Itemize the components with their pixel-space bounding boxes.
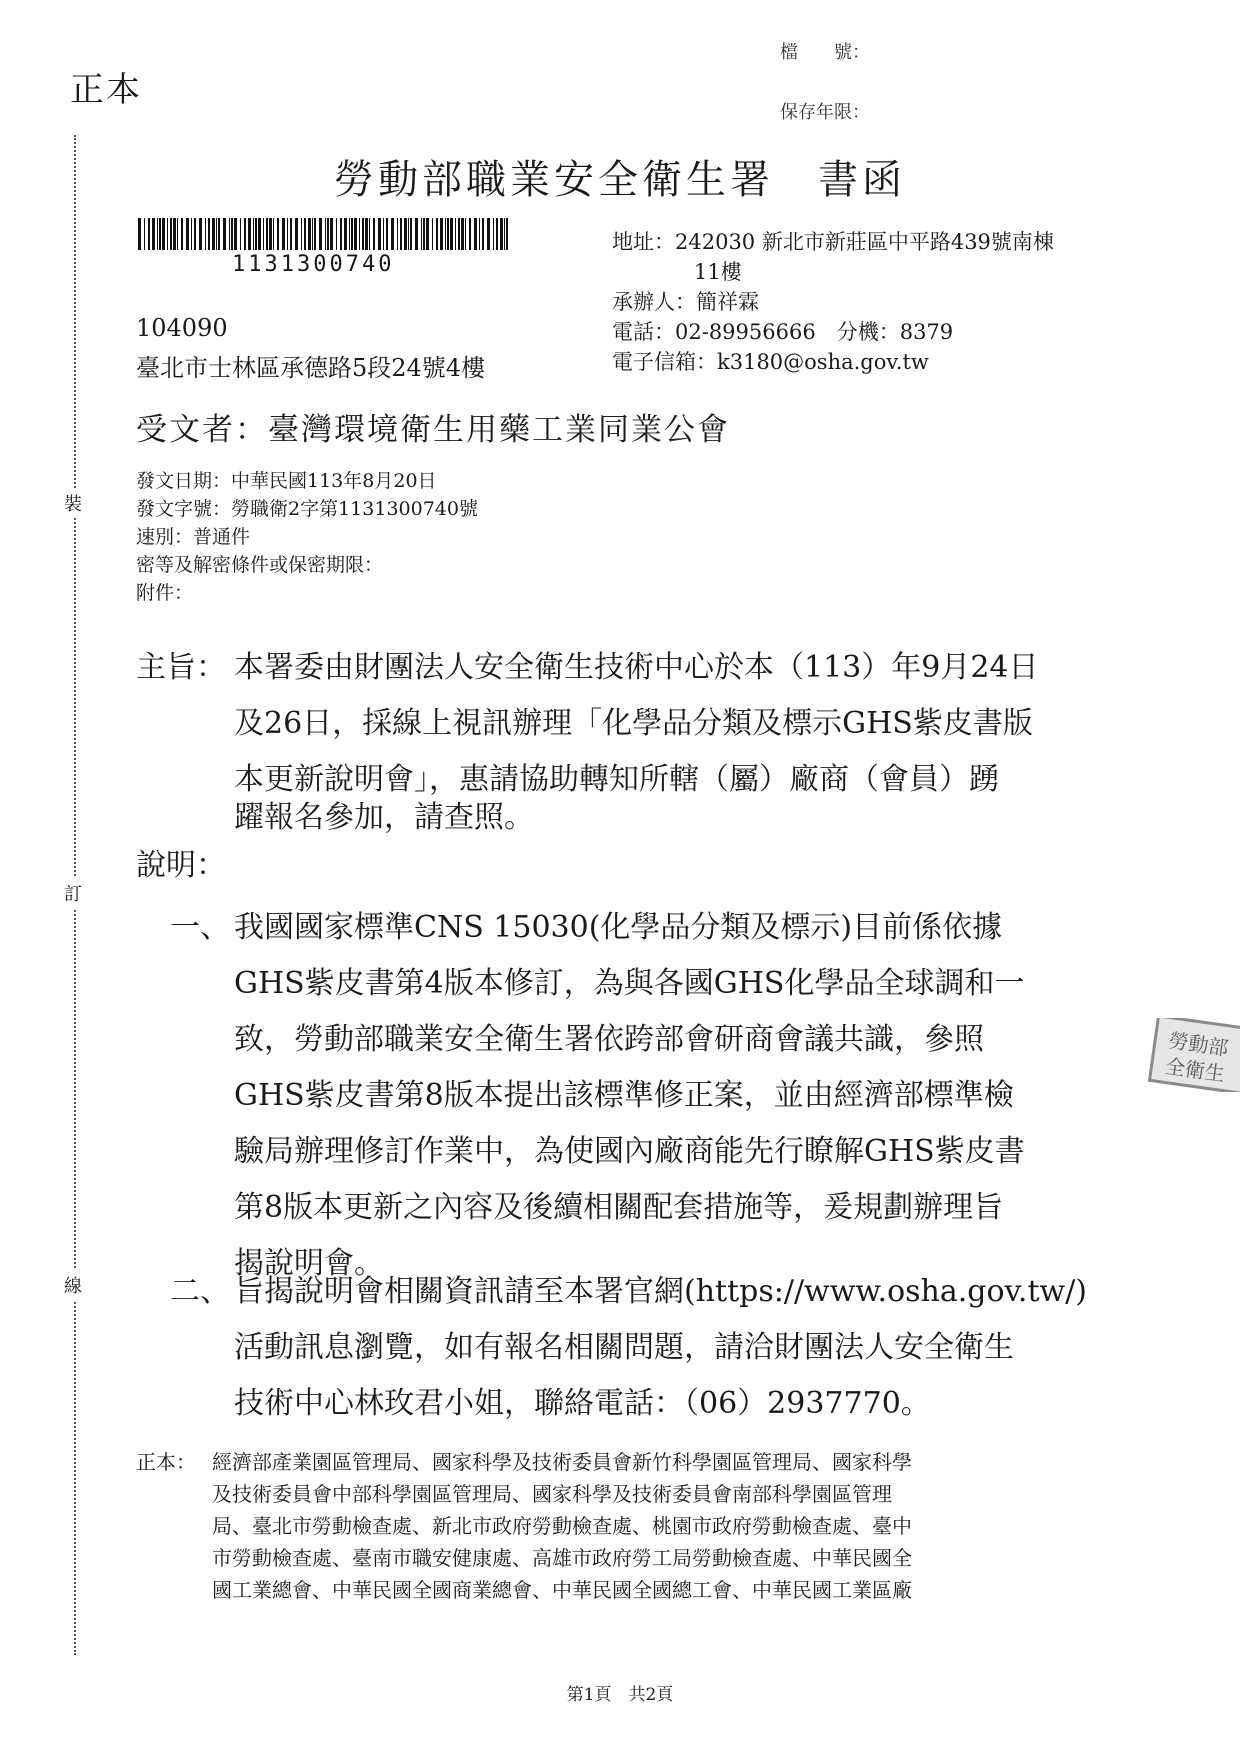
explanation-line: 揭說明會。 — [234, 1246, 384, 1281]
official-seal-stamp: 勞動部 全衛生 — [1144, 1018, 1240, 1092]
explanation-line: GHS紫皮書第8版本提出該標準修正案，並由經濟部標準檢 — [234, 1078, 1014, 1113]
barcode-number: 1131300740 — [232, 252, 395, 277]
recipient: 受文者：臺灣環境衛生用藥工業同業公會 — [136, 412, 730, 448]
cc-line: 及技術委員會中部科學園區管理局、國家科學及技術委員會南部科學園區管理 — [212, 1482, 892, 1506]
explanation-label: 說明： — [136, 848, 226, 883]
attachment-label: 附件： — [136, 582, 194, 604]
sender-email: 電子信箱：k3180@osha.gov.tw — [612, 350, 929, 374]
cc-line: 經濟部產業園區管理局、國家科學及技術委員會新竹科學園區管理局、國家科學 — [212, 1450, 912, 1474]
explanation-line: 驗局辦理修訂作業中，為使國內廠商能先行瞭解GHS紫皮書 — [234, 1134, 1025, 1169]
binding-mark: 裝 — [64, 488, 82, 518]
explanation-line: 技術中心林玫君小姐，聯絡電話：（06）2937770。 — [234, 1386, 931, 1421]
subject-line: 本更新說明會」，惠請協助轉知所轄（屬）廠商（會員）踴 — [234, 762, 999, 797]
explanation-line: 旨揭說明會相關資訊請至本署官網(https://www.osha.gov.tw/) — [234, 1274, 1088, 1309]
sender-contact: 承辦人：簡祥霖 — [612, 290, 759, 314]
cc-line: 局、臺北市勞動檢查處、新北市政府勞動檢查處、桃園市政府勞動檢查處、臺中 — [212, 1514, 912, 1538]
cc-label: 正本： — [136, 1450, 196, 1474]
item-number: 二、 — [170, 1274, 230, 1309]
secrecy-level: 密等及解密條件或保密期限： — [136, 554, 384, 576]
subject-label: 主旨： — [136, 650, 226, 685]
subject-line: 及26日，採線上視訊辦理「化學品分類及標示GHS紫皮書版 — [234, 706, 1033, 741]
explanation-line: 我國國家標準CNS 15030(化學品分類及標示)目前係依據 — [234, 910, 1003, 945]
barcode — [138, 218, 510, 250]
sender-phone: 電話：02-89956666 分機：8379 — [612, 320, 954, 344]
subject-line: 躍報名參加，請查照。 — [234, 800, 534, 835]
document-title: 勞動部職業安全衛生署 書函 — [334, 157, 906, 203]
delivery-speed: 速別：普通件 — [136, 526, 251, 548]
file-number-label: 檔 號： — [780, 42, 870, 63]
explanation-line: 致，勞動部職業安全衛生署依跨部會研商會議共識，參照 — [234, 1022, 984, 1057]
page-number: 第1頁 共2頁 — [566, 1685, 674, 1705]
explanation-line: GHS紫皮書第4版本修訂，為與各國GHS化學品全球調和一 — [234, 966, 1025, 1001]
item-number: 一、 — [170, 910, 230, 945]
explanation-line: 活動訊息瀏覽，如有報名相關問題，請洽財團法人安全衛生 — [234, 1330, 1014, 1365]
sender-address-floor: 11樓 — [694, 260, 742, 284]
cc-line: 市勞動檢查處、臺南市職安健康處、高雄市政府勞工局勞動檢查處、中華民國全 — [212, 1546, 912, 1570]
binding-mark: 線 — [64, 1270, 82, 1300]
recipient-address: 臺北市士林區承德路5段24號4樓 — [136, 354, 486, 382]
subject-line: 本署委由財團法人安全衛生技術中心於本（113）年9月24日 — [234, 650, 1039, 685]
retention-period-label: 保存年限： — [780, 102, 870, 123]
binding-mark: 訂 — [64, 878, 82, 908]
issue-date: 發文日期：中華民國113年8月20日 — [136, 470, 437, 492]
original-copy-mark: 正本 — [70, 70, 142, 110]
explanation-line: 第8版本更新之內容及後續相關配套措施等，爰規劃辦理旨 — [234, 1190, 1004, 1225]
sender-address: 地址：242030 新北市新莊區中平路439號南棟 — [612, 230, 1054, 254]
cc-line: 國工業總會、中華民國全國商業總會、中華民國全國總工會、中華民國工業區廠 — [212, 1578, 912, 1602]
recipient-postal-code: 104090 — [136, 314, 228, 342]
document-number: 發文字號：勞職衛2字第1131300740號 — [136, 498, 478, 520]
